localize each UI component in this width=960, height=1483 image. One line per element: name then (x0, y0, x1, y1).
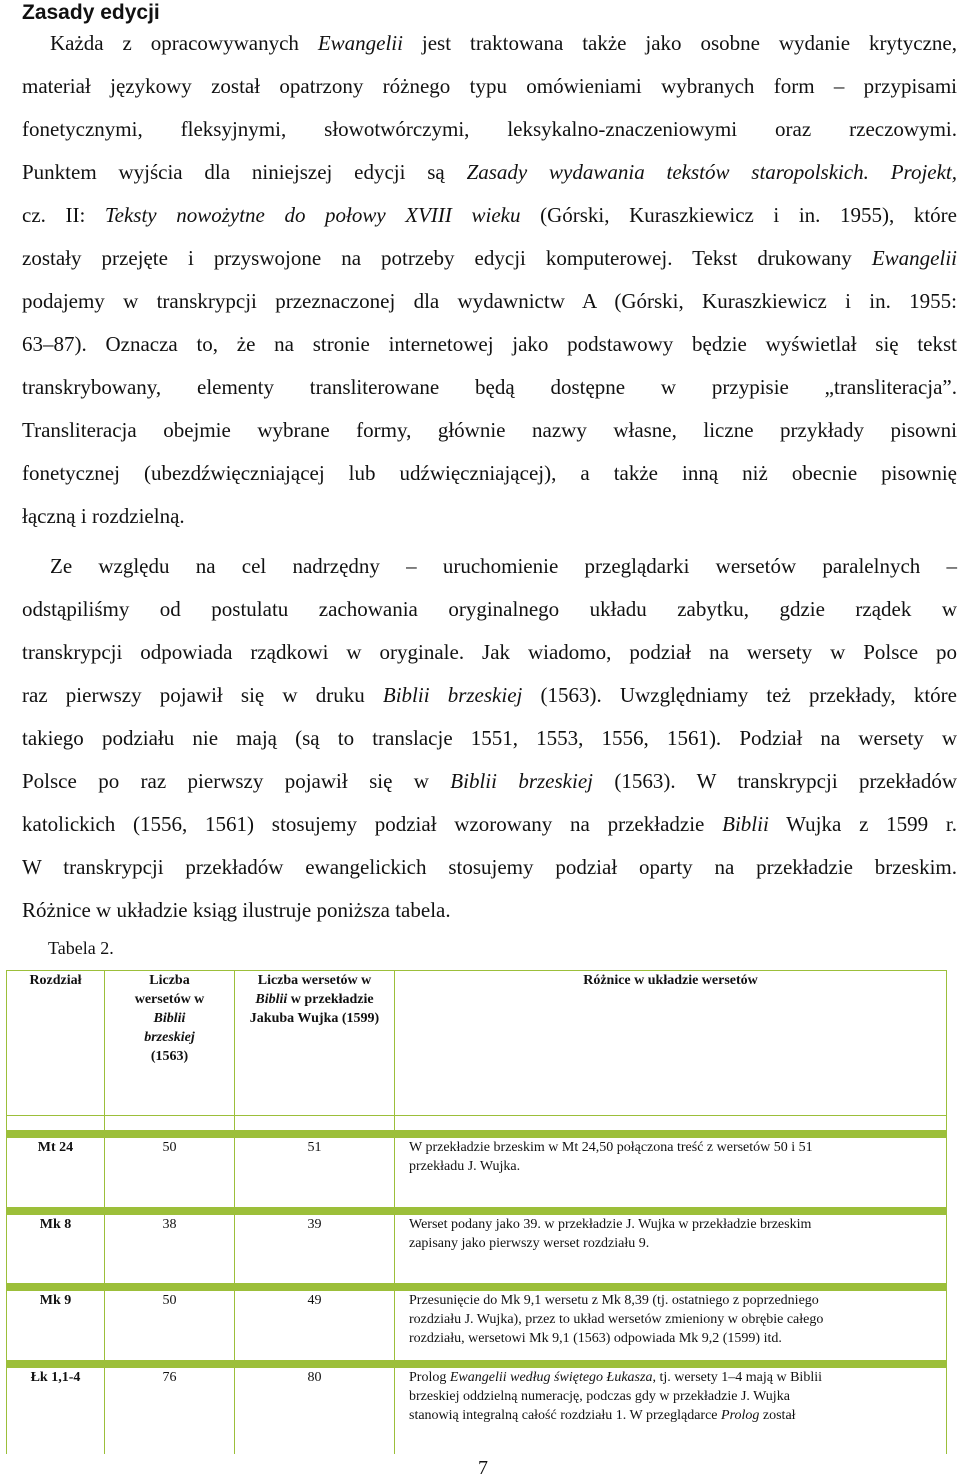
header-liczba-brzeska: Liczba wersetów w Biblii brzeskiej (1563) (105, 971, 235, 1116)
paragraph-rules (22, 22, 957, 538)
cell-liczba-brzeska: 50 (105, 1134, 235, 1211)
text-line: materiał językowy został opatrzony różnego typu omówieniami wybranych form – przypisami (22, 74, 957, 98)
text-line: 63–87). Oznacza to, że na stronie internetowej jako podstawowy będzie wyświetlał się tekst (22, 332, 957, 356)
cell-liczba-wujka: 51 (235, 1134, 395, 1211)
verse-differences-table (6, 970, 947, 1454)
section-heading: Zasady edycji (22, 1, 160, 24)
text-line: fonetycznej (ubezdźwięczniającej lub udźwięczniającej), a także inną niż obecnie pisownię (22, 461, 957, 485)
text-line: transkrybowany, elementy transliterowane będą dostępne w przypisie „transliteracja”. (22, 375, 957, 399)
text-line: Polsce po raz pierwszy pojawił się w Biblii brzeskiej (1563). W transkrypcji przekładów (22, 769, 957, 793)
text-line: łączną i rozdzielną. (22, 504, 185, 528)
cell-liczba-wujka: 49 (235, 1287, 395, 1364)
cell-rozdzial: Łk 1,1-4 (7, 1364, 105, 1454)
text-line: Transliteracja obejmie wybrane formy, głównie nazwy własne, liczne przykłady pisowni (22, 418, 957, 442)
header-roznice: Różnice w układzie wersetów (395, 971, 947, 1116)
header-liczba-wujka: Liczba wersetów w Biblii w przekładzie Jakuba Wujka (1599) (235, 971, 395, 1116)
text-line: raz pierwszy pojawił się w druku Biblii brzeskiej (1563). Uwzględniamy też przekłady, które (22, 683, 957, 707)
cell-liczba-brzeska: 38 (105, 1211, 235, 1288)
table-row (7, 1134, 947, 1211)
paragraph-verse-division (22, 545, 957, 932)
page-number: 7 (478, 1457, 488, 1479)
text-line: Ze względu na cel nadrzędny – uruchomienie przeglądarki wersetów paralelnych – (50, 554, 957, 578)
cell-rozdzial: Mk 8 (7, 1211, 105, 1288)
text-line: fonetycznymi, fleksyjnymi, słowotwórczymi, leksykalno-znaczeniowymi oraz rzeczowymi. (22, 117, 957, 141)
cell-liczba-brzeska: 50 (105, 1287, 235, 1364)
text-line: odstąpiliśmy od postulatu zachowania oryginalnego układu zabytku, gdzie rządek w (22, 597, 957, 621)
cell-liczba-wujka: 39 (235, 1211, 395, 1288)
header-rozdzial: Rozdział (7, 971, 105, 1116)
text-line: Punktem wyjścia dla niniejszej edycji są Zasady wydawania tekstów staropolskich. Projekt, (22, 160, 958, 184)
text-line: katolickich (1556, 1561) stosujemy podział wzorowany na przekładzie Biblii Wujka z 1599 r. (22, 812, 957, 836)
text-line: podajemy w transkrypcji przeznaczonej dla wydawnictw A (Górski, Kuraszkiewicz i in. 1955: (22, 289, 957, 313)
cell-rozdzial: Mt 24 (7, 1134, 105, 1211)
text-line: cz. II: Teksty nowożytne do połowy XVIII wieku (Górski, Kuraszkiewicz i in. 1955), które (22, 203, 957, 227)
cell-roznice: Werset podany jako 39. w przekładzie J. Wujka w przekładzie brzeskim zapisany jako pierwszy werset rozdziału 9. (395, 1211, 947, 1288)
text-line: zostały przejęte i przyswojone na potrzeby edycji komputerowej. Tekst drukowany Ewangelii (22, 246, 957, 270)
cell-roznice: Prolog Ewangelii według świętego Łukasza, tj. wersety 1–4 mają w Biblii brzeskiej oddzielną numerację, podczas gdy w przekładzie J. Wujka stanowią integralną całość rozdziału 1. W przeglądarce Prolog został (395, 1364, 947, 1454)
text-line: Każda z opracowywanych Ewangelii jest traktowana także jako osobne wydanie krytyczne, (50, 31, 957, 55)
cell-roznice: Przesunięcie do Mk 9,1 wersetu z Mk 8,39 (tj. ostatniego z poprzedniego rozdziału J. Wujka), przez to układ wersetów zmieniony w obrębie całego rozdziału, wersetowi Mk 9,1 (1563) odpowiada Mk 9,2 (1599) itd. (395, 1287, 947, 1364)
text-line: Różnice w układzie ksiąg ilustruje poniższa tabela. (22, 898, 451, 922)
cell-rozdzial: Mk 9 (7, 1287, 105, 1364)
table-row (7, 1364, 947, 1454)
text-line: transkrypcji odpowiada rządkowi w oryginale. Jak wiadomo, podział na wersety w Polsce po (22, 640, 957, 664)
cell-liczba-brzeska: 76 (105, 1364, 235, 1454)
table-row (7, 1211, 947, 1288)
cell-roznice: W przekładzie brzeskim w Mt 24,50 połączona treść z wersetów 50 i 51 przekładu J. Wujka. (395, 1134, 947, 1211)
table-row (7, 1287, 947, 1364)
cell-liczba-wujka: 80 (235, 1364, 395, 1454)
table-caption: Tabela 2. (48, 938, 114, 958)
text-line: takiego podziału nie mają (są to translacje 1551, 1553, 1556, 1561). Podział na wersety w (22, 726, 957, 750)
table-header-row (7, 971, 947, 1116)
text-line: W transkrypcji przekładów ewangelickich stosujemy podział oparty na przekładzie brzeskim. (22, 855, 957, 879)
